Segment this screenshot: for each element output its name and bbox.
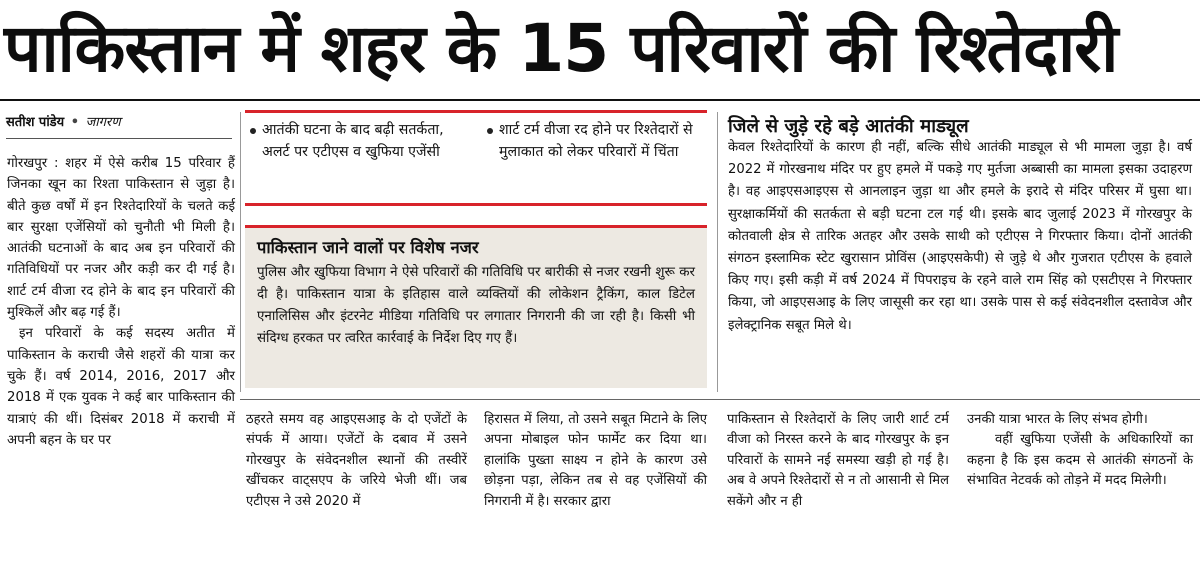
lead-paragraph-1: गोरखपुर : शहर में ऐसे करीब 15 परिवार हैं जिनका खून का रिश्ता पाकिस्तान से जुड़ा है। बीते कुछ वर्षों में इन रिश्तेदारियों के चलते कई बार सुरक्षा एजेंसियों को चुनौती भी मिली है। आतंकी घटनाओं के बाद अब इन परिवारों की गतिविधियों पर नजर और कड़ी कर दी गई है। शार्ट टर्म वीजा रद होने के बाद इन परिवारों की मुश्किलें और बढ़ गई हैं। [7,156,235,321]
special-watch-box [245,225,707,388]
bottom-column-1 [246,410,467,512]
bottom-text-3: पाकिस्तान से रिश्तेदारों के लिए जारी शार्ट टर्म वीजा को निरस्त करने के बाद गोरखपुर के इन परिवारों के सामने नई समस्या खड़ी हो गई है। अब वे अपने रिश्तेदारों से न तो आसानी से मिल सकेंगे और न ही [727,412,949,509]
highlight-bullet-2 [487,120,702,163]
headline-rule [0,99,1200,101]
bottom-text-1: ठहरते समय वह आइएसआइ के दो एजेंटों के संपर्क में आया। एजेंटों के दबाव में उसने गोरखपुर के संवेदनशील स्थानों की तस्वीरें खींचकर वाट्सएप के जरिये भेजी थीं। जब एटीएस ने उसे 2020 में [246,412,467,509]
bullet-icon [487,128,493,134]
bottom-text-4: उनकी यात्रा भारत के लिए संभव होगी। [967,412,1148,427]
headline: पाकिस्तान में शहर के 15 परिवारों की रिश्तेदारी [4,10,1118,87]
box-title: पाकिस्तान जाने वालों पर विशेष नजर [257,238,479,257]
highlight-text-1: आतंकी घटना के बाद बढ़ी सतर्कता, अलर्ट पर एटीएस व खुफिया एजेंसी [262,122,444,160]
side-story-text: केवल रिश्तेदारियों के कारण ही नहीं, बल्कि सीधे आतंकी माड्यूल से भी मामला जुड़ा है। वर्ष 2022 में गोरखनाथ मंदिर पर हुए हमले में पकड़े गए मुर्तजा अब्बासी का मामला इसका उदाहरण है। वह आइएसआइएस से आनलाइन जुड़ा था और हमले के इरादे से मंदिर परिसर में घुसा था। सुरक्षाकर्मियों की सतर्कता से बड़ी घटना टल गई थी। इसके बाद जुलाई 2023 में गोरखपुर के कोतवाली क्षेत्र से तारिक अतहर और उसके साथी को एटीएस ने गिरफ्तार किया। दोनों आतंकी संगठन इस्लामिक स्टेट खुरासान प्रोविंस (आइएसकेपी) से जुड़े थे और गुजरात एटीएस के हवाले किए गए। इसी कड़ी में वर्ष 2024 में पिपराइच के रहने वाले राम सिंह को एसटीएस ने गिरफ्तार किया, जो आइएसआइ के लिए जासूसी कर रहा था। उसके पास से कई संवेदनशील दस्तावेज और इलेक्ट्रानिक सबूत मिले थे। [728,140,1192,333]
bottom-column-3 [727,410,949,512]
byline-separator-icon: • [70,115,80,130]
highlight-text-2: शार्ट टर्म वीजा रद होने पर रिश्तेदारों से मुलाकात को लेकर परिवारों में चिंता [499,122,693,160]
bottom-section-rule [240,399,1200,400]
lead-paragraph-2: इन परिवारों के कई सदस्य अतीत में पाकिस्तान के कराची जैसे शहरों की यात्रा कर चुके हैं। वर्ष 2014, 2016, 2017 और 2018 में एक युवक ने कई बार पाकिस्तान की यात्राएं की थीं। दिसंबर 2018 में कराची में अपनी बहन के घर पर [7,326,235,448]
box-text: पुलिस और खुफिया विभाग ने ऐसे परिवारों की गतिविधि पर बारीकी से नजर रखनी शुरू कर दी है। पाकिस्तान यात्रा के इतिहास वाले व्यक्तियों की लोकेशन ट्रैकिंग, काल डिटेल एनालिसिस और इंटरनेट मीडिया गतिविधि पर लगातार निगरानी की जा रही है। किसी भी संदिग्ध हरकत पर त्वरित कार्रवाई के निर्देश दिए गए हैं। [257,265,695,346]
bottom-text-2: हिरासत में लिया, तो उसने सबूत मिटाने के लिए अपना मोबाइल फोन फार्मेट कर दिया था। हालांकि पुख्ता साक्ष्य न होने के कारण उसे छोड़ना पड़ा, लेकिन तब से वह एजेंसियों की निगरानी में है। सरकार द्वारा [484,412,707,509]
byline-rule [6,138,232,139]
byline [6,112,121,130]
lead-column [7,153,235,451]
bottom-text-5: वहीं खुफिया एजेंसी के अधिकारियों का कहना है कि इस कदम से आतंकी संगठनों के संभावित नेटवर्क को तोड़ने में मदद मिलेगी। [967,432,1193,489]
side-story-title: जिले से जुड़े रहे बड़े आतंकी माड्यूल [728,116,969,137]
bullet-icon [250,128,256,134]
highlight-bullet-1 [250,120,455,163]
byline-source: जागरण [85,115,121,130]
highlights-top-rule [245,110,707,113]
bottom-column-2 [484,410,707,512]
byline-author: सतीश पांडेय [6,115,65,130]
highlights-bottom-rule [245,203,707,206]
column-divider [717,112,718,392]
column-divider [240,112,241,392]
bottom-column-4 [967,410,1193,492]
